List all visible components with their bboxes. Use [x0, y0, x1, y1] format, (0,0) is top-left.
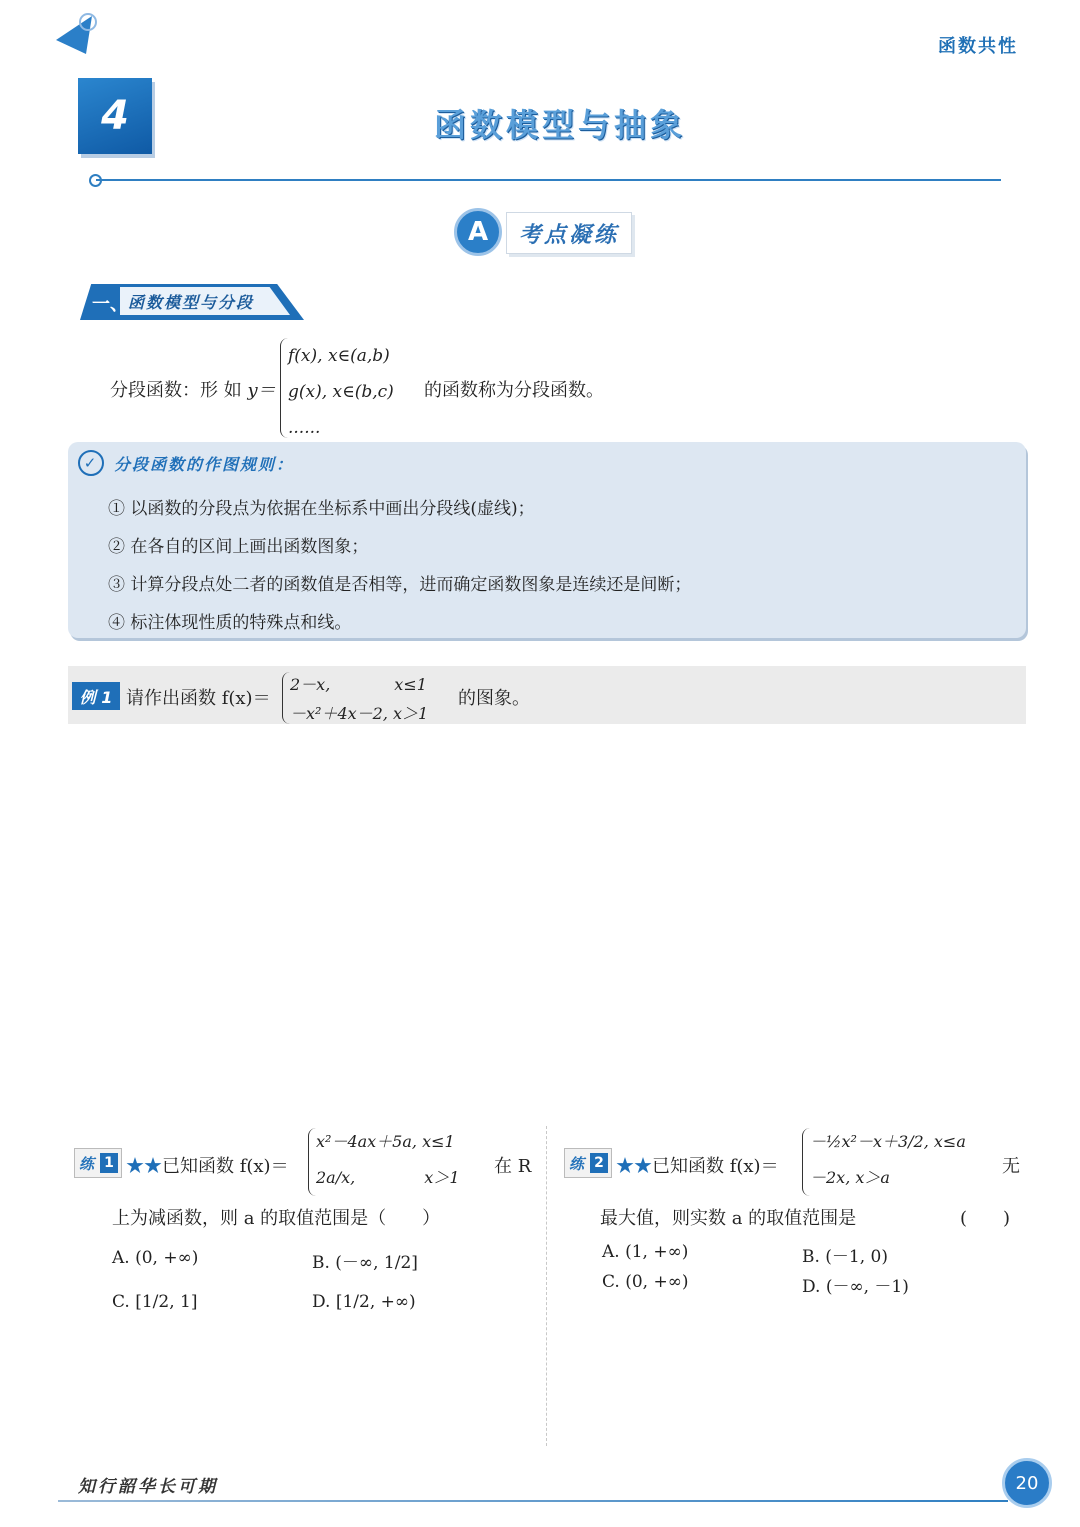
- rules-title: ✓ 分段函数的作图规则：: [78, 450, 294, 476]
- page-number: 20: [1002, 1458, 1052, 1508]
- practice2-case: －2x, x＞a: [810, 1168, 890, 1187]
- example-tail: 的图象。: [458, 688, 530, 709]
- badge-letter: A: [454, 208, 502, 256]
- practice1-case: 2a/x, x＞1: [316, 1168, 460, 1187]
- practice1-cases: [316, 1124, 460, 1196]
- footer-rule: [58, 1500, 1008, 1502]
- definition-cases: [288, 338, 394, 446]
- rule-item: ③ 计算分段点处二者的函数值是否相等，进而确定函数图象是连续还是间断；: [108, 575, 692, 595]
- section-title: 函数模型与分段: [128, 293, 255, 312]
- option-a[interactable]: A. (1, +∞): [602, 1242, 689, 1262]
- definition-tail: 的函数称为分段函数。: [424, 380, 604, 401]
- definition-case: g(x), x∈(b,c): [288, 382, 394, 402]
- example-case: －x²＋4x－2, x＞1: [290, 704, 429, 723]
- practice2-lead: ★★已知函数 f(x)＝: [616, 1156, 779, 1177]
- definition-case: f(x), x∈(a,b): [288, 346, 390, 366]
- example-cases: [290, 670, 428, 728]
- chapter-number: 4: [78, 78, 152, 154]
- practice1-case: x²－4ax＋5a, x≤1: [316, 1132, 455, 1151]
- footer-slogan: 知行韶华长可期: [78, 1477, 218, 1497]
- option-d[interactable]: D. (－∞, －1): [802, 1277, 909, 1297]
- definition-lead: 分段函数：形 如 y＝: [110, 380, 276, 401]
- option-c[interactable]: C. (0, +∞): [602, 1272, 689, 1292]
- section-heading: [80, 284, 304, 320]
- option-c[interactable]: C. [1/2, 1]: [112, 1292, 198, 1312]
- practice2-question: 最大值，则实数 a 的取值范围是: [600, 1208, 857, 1229]
- option-a[interactable]: A. (0, +∞): [112, 1248, 199, 1268]
- practice2-cases: [810, 1124, 966, 1196]
- example-lead: 请作出函数 f(x)＝: [126, 688, 271, 709]
- badge-label: 考点凝练: [506, 212, 632, 254]
- logo: [52, 10, 104, 62]
- practice2-tag: 练 2: [564, 1148, 612, 1178]
- column-divider: [546, 1126, 547, 1446]
- practice2-case: －½x²－x＋3/2, x≤a: [810, 1132, 966, 1151]
- definition-case: ......: [288, 418, 321, 438]
- example-case: 2－x, x≤1: [290, 675, 427, 694]
- rule-item: ① 以函数的分段点为依据在坐标系中画出分段线(虚线)；: [108, 499, 535, 519]
- section-badge: [454, 208, 634, 256]
- practice2-answer-paren: ( ): [960, 1208, 1011, 1229]
- practice1-lead: ★★已知函数 f(x)＝: [126, 1156, 289, 1177]
- difficulty-stars: ★★: [126, 1156, 162, 1177]
- section-number: 一、: [92, 294, 128, 315]
- title-rule: [96, 179, 1001, 181]
- example-tag: 例 1: [72, 682, 120, 710]
- practice2-tail: 无: [1002, 1156, 1020, 1177]
- practice1-tag: 练 1: [74, 1148, 122, 1178]
- difficulty-stars: ★★: [616, 1156, 652, 1177]
- practice1-tail: 在 R: [494, 1156, 532, 1177]
- option-d[interactable]: D. [1/2, +∞): [312, 1292, 416, 1312]
- practice1-question: 上为减函数，则 a 的取值范围是（ ）: [112, 1208, 441, 1229]
- rule-item: ② 在各自的区间上画出函数图象；: [108, 537, 369, 557]
- header-section-tag: 函数共性: [938, 36, 1018, 57]
- rule-item: ④ 标注体现性质的特殊点和线。: [108, 613, 352, 633]
- option-b[interactable]: B. (－1, 0): [802, 1247, 889, 1267]
- option-b[interactable]: B. (－∞, 1/2]: [312, 1253, 418, 1273]
- example-brace: [282, 672, 290, 724]
- check-icon: ✓: [78, 450, 104, 476]
- chapter-title: 函数模型与抽象: [433, 106, 686, 144]
